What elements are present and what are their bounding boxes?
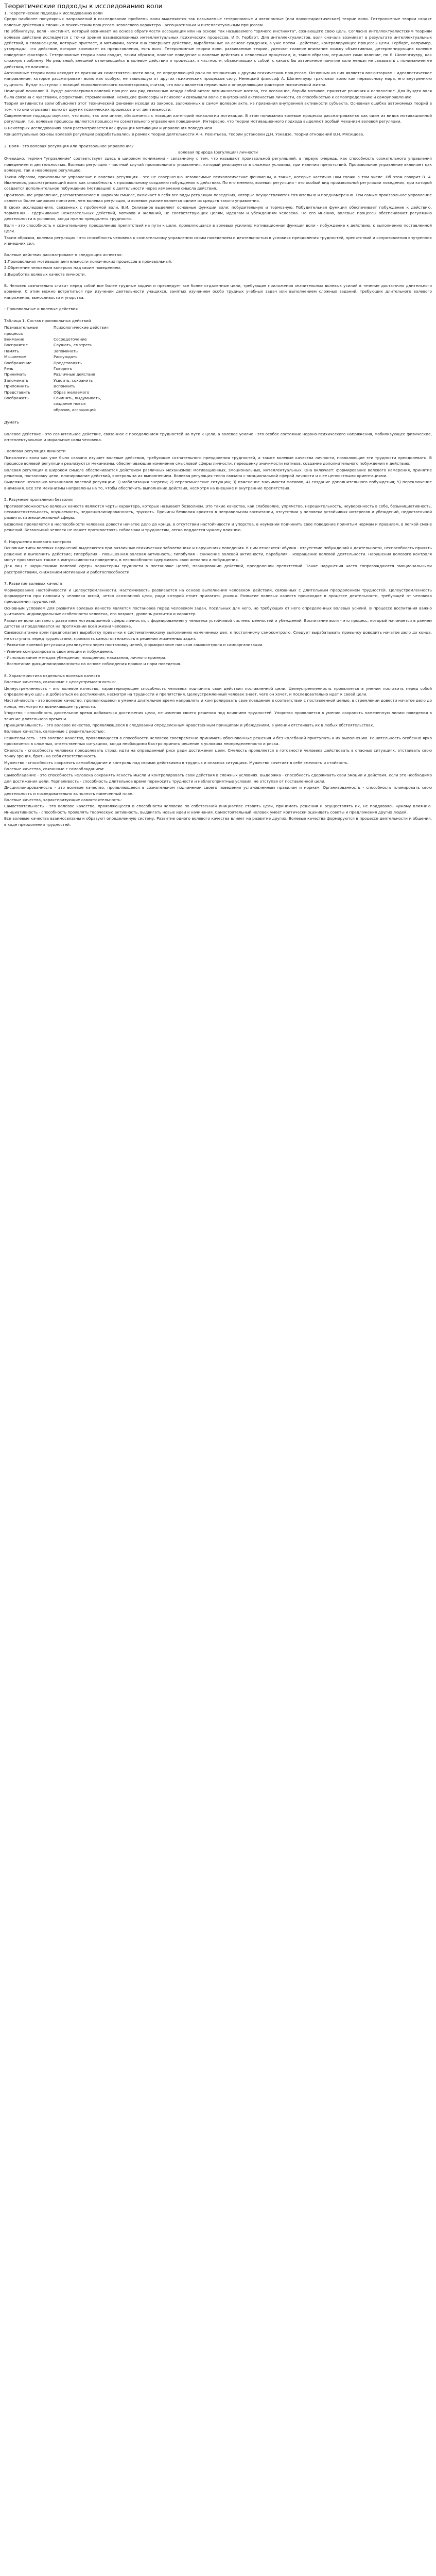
table-cell: Внимание (4, 336, 24, 342)
paragraph: Все волевые качества взаимосвязаны и образуют определенную систему. Развитие одного волевого качества влияет на развитие других. Волевые качества формируются в процессе деятельности и общения, в ходе преодоления трудностей. (4, 816, 432, 827)
table-cell: Усвоить, сохранить (54, 378, 93, 383)
section-heading: 7. Развитие волевых качеств (4, 581, 63, 586)
paragraph: Волевые качества, связанные с решительностью: (4, 729, 105, 734)
paragraph: - Использование методов убеждения, поощрения, наказания, личного примера. (4, 655, 167, 660)
paragraph: Основным условием для развития волевых качеств является постановка перед человеком задач, посильных для него, но требующих от него определенных волевых усилий. В процессе воспитания важно учитывать индивидуальные особенности человека, его возраст, уровень развития и характер. (4, 605, 432, 617)
paragraph: Автономные теории воли исходят из признания самостоятельности воли, ее определяющей роли по отношению к другим психическим процессам. Основным из них является волюнтаризм - идеалистическое направление, которое рассматривает волю как особую, не зависящую от других психических процессов силу. Немецкий философ А. Шопенгауэр трактовал волю как первооснову мира, его внутреннюю сущность. Вундт выступал с позиций психологического волюнтаризма, считая, что воля является первичным и определяющим фактором психической жизни. (4, 71, 432, 87)
table-cell: Восприятие (4, 343, 28, 348)
section-s8 (4, 491, 432, 533)
table-row (4, 336, 113, 342)
section-s4 (4, 277, 432, 300)
paragraph: Выделяют несколько механизмов волевой регуляции: 1) мобилизация энергии; 2) переосмысление ситуации; 3) изменение значимости мотивов; 4) создание дополнительного побуждения; 5) переключение внимания. Все эти механизмы направлены на то, чтобы обеспечить выполнение действия, несмотря на внешние и внутренние препятствия. (4, 480, 432, 490)
paragraph: Таким образом, произвольное управление и волевая регуляция - это не совершенно независимые психологические феномены, а также, которые частично нам схожи в том числе. Об этом говорит В. А. Иванников, рассматривающий волю как способность к произвольному созданию побуждения к действию. По его мнению, волевая регуляция - это особый вид произвольной регуляции поведения, при которой создается дополнительное побуждение (мотивация) к деятельности через изменение смысла действия. (4, 174, 432, 191)
paragraph: Смелость - способность человека преодолевать страх, идти на оправданный риск ради достижения цели. Смелость проявляется в готовности человека действовать в опасных ситуациях, отстаивать свою точку зрения, брать на себя ответственность. (4, 748, 432, 759)
paragraph: Принципиальность - это волевое качество, проявляющееся в следовании определенным нравственным принципам и убеждениям, в умении отстаивать их в любых обстоятельствах. (4, 723, 374, 728)
section-gap (4, 426, 432, 431)
table-cell: Сочинять, выдумывать, создание новых образов, ассоциаций (54, 395, 101, 412)
section-heading: 2. Воля - это волевая регуляция или произвольное управление? (4, 143, 134, 148)
table-row (4, 360, 113, 366)
table-cell: Запоминать (4, 378, 29, 383)
paragraph: Настойчивость - это волевое качество, проявляющееся в умении длительное время направлять и контролировать свое поведение в соответствии с поставленной целью, в стремлении довести начатое дело до конца, несмотря на возникающие трудности. (4, 698, 432, 709)
section-s10 (4, 575, 432, 667)
section-gap (4, 246, 432, 252)
table-row (4, 395, 113, 413)
paragraph: 1.Произвольная мотивация деятельности психических процессов в произвольный. (4, 259, 172, 264)
section-gap (4, 138, 432, 143)
table-row (4, 325, 113, 336)
table-wrap (4, 325, 432, 413)
table-cell: Представлять (54, 360, 82, 365)
document-body (4, 16, 432, 827)
paragraph: Дисциплинированность - это волевое качество, проявляющееся в сознательном подчинении своего поведения установленным правилам и нормам. Организованность - способность планировать свою деятельность и последовательно выполнять намеченный план. (4, 785, 432, 796)
section-gap (4, 300, 432, 306)
section-gap (4, 533, 432, 539)
table-cell: Припомнить (4, 384, 29, 389)
table-cell: Мышление (4, 354, 26, 360)
paragraph: - Воспитание дисциплинированности на основе соблюдения правил и норм поведения. (4, 662, 182, 667)
paragraph: Немецкий психолог В. Вундт рассматривал волевой процесс как ряд связанных между собой актов: возникновение мотива, его осознание, борьба мотивов, принятие решения и исполнение. Для Вундта воля была связана с чувствами, аффектами, стремлениями. Немецкие философы и психологи связывали волю с внутренней активностью личности, со способностью к самоопределению и самоуправлению. (4, 89, 432, 99)
section-s2 (4, 138, 432, 247)
paragraph: Волевая регуляция в широком смысле обеспечивается действием различных механизмов: мотивационных, эмоциональных, интеллектуальных. Она включает: формирование волевого намерения, принятие решения, постановку цели, планирование действий, контроль за их выполнением. Волевая регуляция тесно связана с эмоциональной сферой личности и с ее ценностными ориентациями. (4, 467, 432, 479)
paragraph: Концептуальные основы волевой регуляции разрабатывались в рамках теории деятельности А.Н. Леонтьева, теории установки Д.Н. Узнадзе, теории отношений В.Н. Мясищева. (4, 132, 364, 137)
paragraph: По Эббингаузу, воля - инстинкт, который возникает на основе обратимости ассоциаций или на основе так называемого "зрячего инстинкта", сознающего свою цель. Согласно интеллектуалистским теориям волевое действие исследуется с точки зрения взаимосвязанных интеллектуальных психических процессов. И.Ф. Гербарт. Для интеллектуалистов, воля сначала возникает в результате интеллектуальных действий, а главное-цели, которые пристает, и мотивами, затем она совершает действие, выработанные на основе суждения, а уже потом - действие, контролирующее процессы цели. Гербарт, например, утверждал, что действие, которое возникает из представления, есть воля. Гетерономные теории воли, развиваемые теории, уделяют главное внимание поиску объективных, детерминирующих волевое поведение факторов. Гетерономные теории воли сводят, таким образом, волевое поведение и волевые действия к неволевым процессам, и, таким образом, отрицают само явление, по Я. Шопенгауэру, как сложную проблему. Но реальный, внешний отличающийся в волевом действии и процессах, в частности, объясняющих с собой, с какого бы автономное понятие воли нельзя не связывать с пониманием ее действия, ее влияния. (4, 29, 432, 69)
paragraph: Самостоятельность - это волевое качество, проявляющееся в способности человека по собственной инициативе ставить цели, принимать решения и осуществлять их, не поддаваясь чужому влиянию. Инициативность - способность проявлять творческую активность, выдвигать новые идеи и начинания. Самостоятельный человек умеет критически оценивать советы и предложения других людей. (4, 804, 432, 815)
paragraph: Противоположностью волевых качеств являются черты характера, которые называют безволием. Это такие качества, как слабоволие, упрямство, нерешительность, неуверенность в себе, безынициативность, несамостоятельность, внушаемость, недисциплинированность, трусость. Причины безволия кроются в неправильном воспитании, отсутствии у человека устойчивых интересов и убеждений, недостаточной развитости эмоциональной сферы. (4, 503, 432, 520)
section-s1 (4, 16, 432, 137)
paragraph: Целеустремленность - это волевое качество, характеризующее способность человека подчинять свои действия поставленной цели. Целеустремленность проявляется в умении поставить перед собой определенную цель и добиваться ее достижения, несмотря на трудности и препятствия. Целеустремленный человек знает, чего он хочет, и последовательно идет к своей цели. (4, 686, 432, 697)
paragraph: Формирование настойчивости и целеустремленности. Настойчивость развивается на основе выполнения человеком действий, связанных с длительным преодолением трудностей. Целеустремленность формируется при наличии у человека ясной, четко осознанной цели, ради которой стоит прилагать усилия. Развитие волевых качеств происходит в процессе деятельности, требующей от человека преодоления трудностей. (4, 587, 432, 604)
paragraph: Среди наиболее популярных направлений в исследовании проблемы воли выделяются так называемые гетерономные и автономные (или волюнтаристические) теории воли. Гетерономные теории сводят волевые действия к сложным психическим процессам неволевого характера - ассоциативным и интеллектуальным процессам. (4, 16, 432, 27)
document-subtitle: 1. Теоретические подходы к исследованию воли (4, 11, 103, 15)
table-cell: Психологические действия (54, 325, 109, 330)
table-cell: Принимать (4, 372, 27, 377)
paragraph: Безволие проявляется в неспособности человека довести начатое дело до конца, в отсутствии настойчивости и упорства, в неумении подчинить свое поведение принятым нормам и правилам, в легкой смене решений. Безвольный человек не может противостоять соблазнам и трудностям, легко поддается чужому влиянию. (4, 521, 432, 533)
section-heading: 6. Нарушения волевого контроля (4, 539, 72, 544)
section-gap (4, 414, 432, 419)
table-row (4, 354, 113, 360)
section-heading: Волевые действия рассматривают в следующих аспектах: (4, 252, 123, 258)
table-row (4, 371, 113, 377)
paragraph: Основные типы волевых нарушений выделяются при различных психических заболеваниях и нарушениях поведения. К ним относятся: абулия - отсутствие побуждений к деятельности, неспособность принять решение и выполнить действие; гипербулия - повышенная волевая активность; гипобулия - снижение волевой активности, парабулия - извращение волевой деятельности. Нарушения волевого контроля могут проявляться также в импульсивности поведения, в неспособности сдерживать свои желания и побуждения. (4, 546, 432, 562)
table-cell: Представить (4, 389, 30, 395)
paragraph: Развитие воли связано с развитием мотивационной сферы личности, с формированием у человека устойчивой системы ценностей и убеждений. Воспитание воли - это процесс, который начинается в раннем детстве и продолжается на протяжении всей жизни человека. (4, 618, 432, 629)
actions-table (4, 325, 113, 413)
section-heading: 8. Характеристика отдельных волевых качеств (4, 673, 100, 678)
table-cell: Познавательные процессы (4, 325, 38, 336)
paragraph: Теория активности воли объясняет этот технический феномен исходя из законов, заложенных в самом волевом акте, из признания внутренней активности субъекта. Основная ошибка автономных теорий в том, что они отрывают волю от других психических процессов и от деятельности. (4, 101, 432, 112)
section-heading: 5. Разумные проявления безволия (4, 497, 74, 502)
paragraph: Психология воли как уже было сказано изучает волевые действия, требующие сознательного преодоления трудностей, а также волевые качества личности, позволяющие эти трудности преодолевать. В процессе волевой регуляции реализуются механизмы, обеспечивающие изменение смысловой сферы личности, переоценку значимости мотивов, создание дополнительного побуждения к действию. (4, 455, 432, 466)
section-gap (4, 312, 432, 318)
table-row (4, 366, 113, 371)
paragraph: Волевые качества, связанные с целеустремленностью: (4, 680, 116, 685)
paragraph: В. Человек сознательно ставит перед собой все более трудные задачи и преследует все более отдаленные цели, требующие приложения значительных волевых усилий в течение достаточно длительного времени. С этим можно встретиться при изучении деятельности учащихся, занятых изучением особо трудных учебных задач или выполнением сложных заданий, требующих длительного волевого напряжения, выносливости и упорства. (4, 283, 432, 300)
paragraph: Мужество - способность сохранять самообладание и контроль над своими действиями в трудных и опасных ситуациях. Мужество сочетает в себе смелость и стойкость. (4, 760, 349, 765)
section-s6 (4, 426, 432, 443)
paragraph: Таким образом, волевая регуляция - это способность человека к сознательному управлению своим поведением и деятельностью в условиях преодоления трудностей, препятствий и сопротивления внутренних и внешних сил. (4, 235, 432, 246)
table-row (4, 389, 113, 395)
table-row (4, 348, 113, 354)
table-cell: Говорить (54, 366, 73, 371)
paragraph: В некоторых исследованиях воля рассматривается как функция мотивации и управления поведением. (4, 125, 214, 130)
section-heading: - Волевая регуляция личности (4, 449, 66, 454)
section-s9 (4, 533, 432, 575)
paragraph: Самообладание - это способность человека сохранять ясность мысли и контролировать свои действия в сложных условиях. Выдержка - способность сдерживать свои эмоции и действия, если это необходимо для достижения цели. Терпеливость - способность длительное время переносить трудности и неблагоприятные условия, не отступая от поставленной цели. (4, 773, 432, 784)
section-center-line: волевая природа (регуляция) личности (178, 149, 258, 155)
table-cell: Различные действия (54, 372, 95, 377)
section-gap (4, 277, 432, 283)
table-title: Таблица 1. Состав произвольных действий (4, 318, 91, 323)
paragraph: Решительность - это волевое качество, проявляющееся в способности человека своевременно принимать обоснованные решения и без колебаний приступать к их выполнению. Решительность особенно ярко проявляется в сложных, ответственных ситуациях, когда необходимо быстро принять решение в условиях неопределенности и риска. (4, 735, 432, 747)
paragraph: Для лиц с нарушениями волевой сферы характерны трудности в постановке целей, планировании действий, преодолении препятствий. Такие нарушения часто сопровождаются эмоциональными расстройствами, снижением мотивации и работоспособности. (4, 564, 432, 574)
table-cell: Образ желаемого (54, 389, 90, 395)
paragraph: - Умение контролировать свои эмоции и побуждения. (4, 649, 113, 654)
table-row (4, 383, 113, 389)
paragraph: Очевидно, термин "управление" соответствует здесь в широком понимании - связанному с тем, что называют произвольной регуляцией, в первую очередь, как способность сознательного управления поведением и деятельностью. Волевая регуляция - частный случай произвольного управления, который реализуется в сложных условиях, при наличии препятствий. Произвольное управление включает как волевую, так и неволевую регуляцию. (4, 156, 432, 173)
paragraph: - Развитие волевой регуляции реализуется через постановку целей, формирование навыков самоконтроля и самоорганизации. (4, 642, 264, 648)
paragraph: 3.Выработка волевых качеств личности. (4, 272, 86, 277)
table-cell: Память (4, 348, 19, 353)
document-title: Теоретические подходы к исследованию воли (4, 2, 163, 10)
section-heading: - Произвольные и волевые действия (4, 307, 78, 312)
paragraph: Современные подходы изучают, что воля, так или иначе, объясняется с позиции категорий психологии мотивации. В этом понимании волевые процессы рассматриваются как один из видов мотивационной регуляции, т.е. волевые процессы являются процессами сознательного управления поведением. Интересно, что теории мотивационного подхода выделяют особый механизм волевой регуляции. (4, 113, 432, 124)
table-cell: Запоминать (54, 348, 78, 353)
section-gap (4, 443, 432, 448)
table-row (4, 342, 113, 348)
table-cell: Вспомнить (54, 384, 76, 389)
paragraph: Самовоспитание воли предполагает выработку привычки к систематическому выполнению намеченных дел, к постоянному самоконтролю. Следует вырабатывать привычку доводить начатое дело до конца, не отступать перед трудностями, проявлять самостоятельность в решении жизненных задач. (4, 630, 432, 641)
table-cell: Сосредоточение (54, 336, 87, 342)
table-after: Думать (4, 420, 19, 425)
paragraph: Волевые качества, характеризующие самостоятельность: (4, 797, 122, 802)
section-gap (4, 667, 432, 673)
paragraph: 2.Обретение человеком контроля над своим поведением. (4, 265, 121, 270)
section-gap (4, 575, 432, 581)
section-s5 (4, 300, 432, 425)
table-cell: Воображение (4, 360, 32, 365)
section-s11 (4, 667, 432, 827)
table-cell: Рассуждать (54, 354, 78, 360)
table-cell: Речь (4, 366, 13, 371)
paragraph: Упорство - способность длительное время добиваться достижения цели, не изменяя своего решения под влиянием трудностей. Упорство проявляется в умении сохранять намеченную линию поведения в течение длительного времени. (4, 710, 432, 721)
table-cell: Слушать, смотреть (54, 343, 93, 348)
paragraph: Волевые качества, связанные с самообладанием: (4, 766, 104, 771)
table-cell: Воображать (4, 395, 29, 400)
section-s7 (4, 443, 432, 491)
paragraph: Воля - это способность к сознательному преодолению препятствий на пути к цели, проявляющаяся в волевых усилиях; мотивационная функция воли - побуждение к действию, к выполнению поставленной цели. (4, 223, 432, 234)
section-s3 (4, 246, 432, 277)
table-row (4, 378, 113, 383)
document-page (0, 0, 436, 827)
paragraph: В своих исследованиях, связанных с проблемой воли, В.И. Селиванов выделяет основные функции воли: побудительную и тормозную. Побудительная функция обеспечивает побуждение к действию, тормозная - сдерживание нежелательных действий, мотивов и желаний, не соответствующих целям, идеалам и убеждениям человека. По его мнению, волевые процессы обеспечивают регуляцию деятельности в условиях, когда нужно преодолеть трудности. (4, 205, 432, 222)
paragraph: Произвольное управление, рассматриваемое в широком смысле, включает в себя все виды регуляции поведения, которые осуществляются сознательно и преднамеренно. Тем самым произвольное управление является более широким понятием, чем волевая регуляция, и волевое усилие является одним из средств такого управления. (4, 192, 432, 204)
paragraph: Волевое действие - это сознательное действие, связанное с преодолением трудностей на пути к цели, а волевое усилие - это особое состояние нервно-психического напряжения, мобилизующее физические, интеллектуальные и моральные силы человека. (4, 431, 432, 442)
section-gap (4, 491, 432, 497)
